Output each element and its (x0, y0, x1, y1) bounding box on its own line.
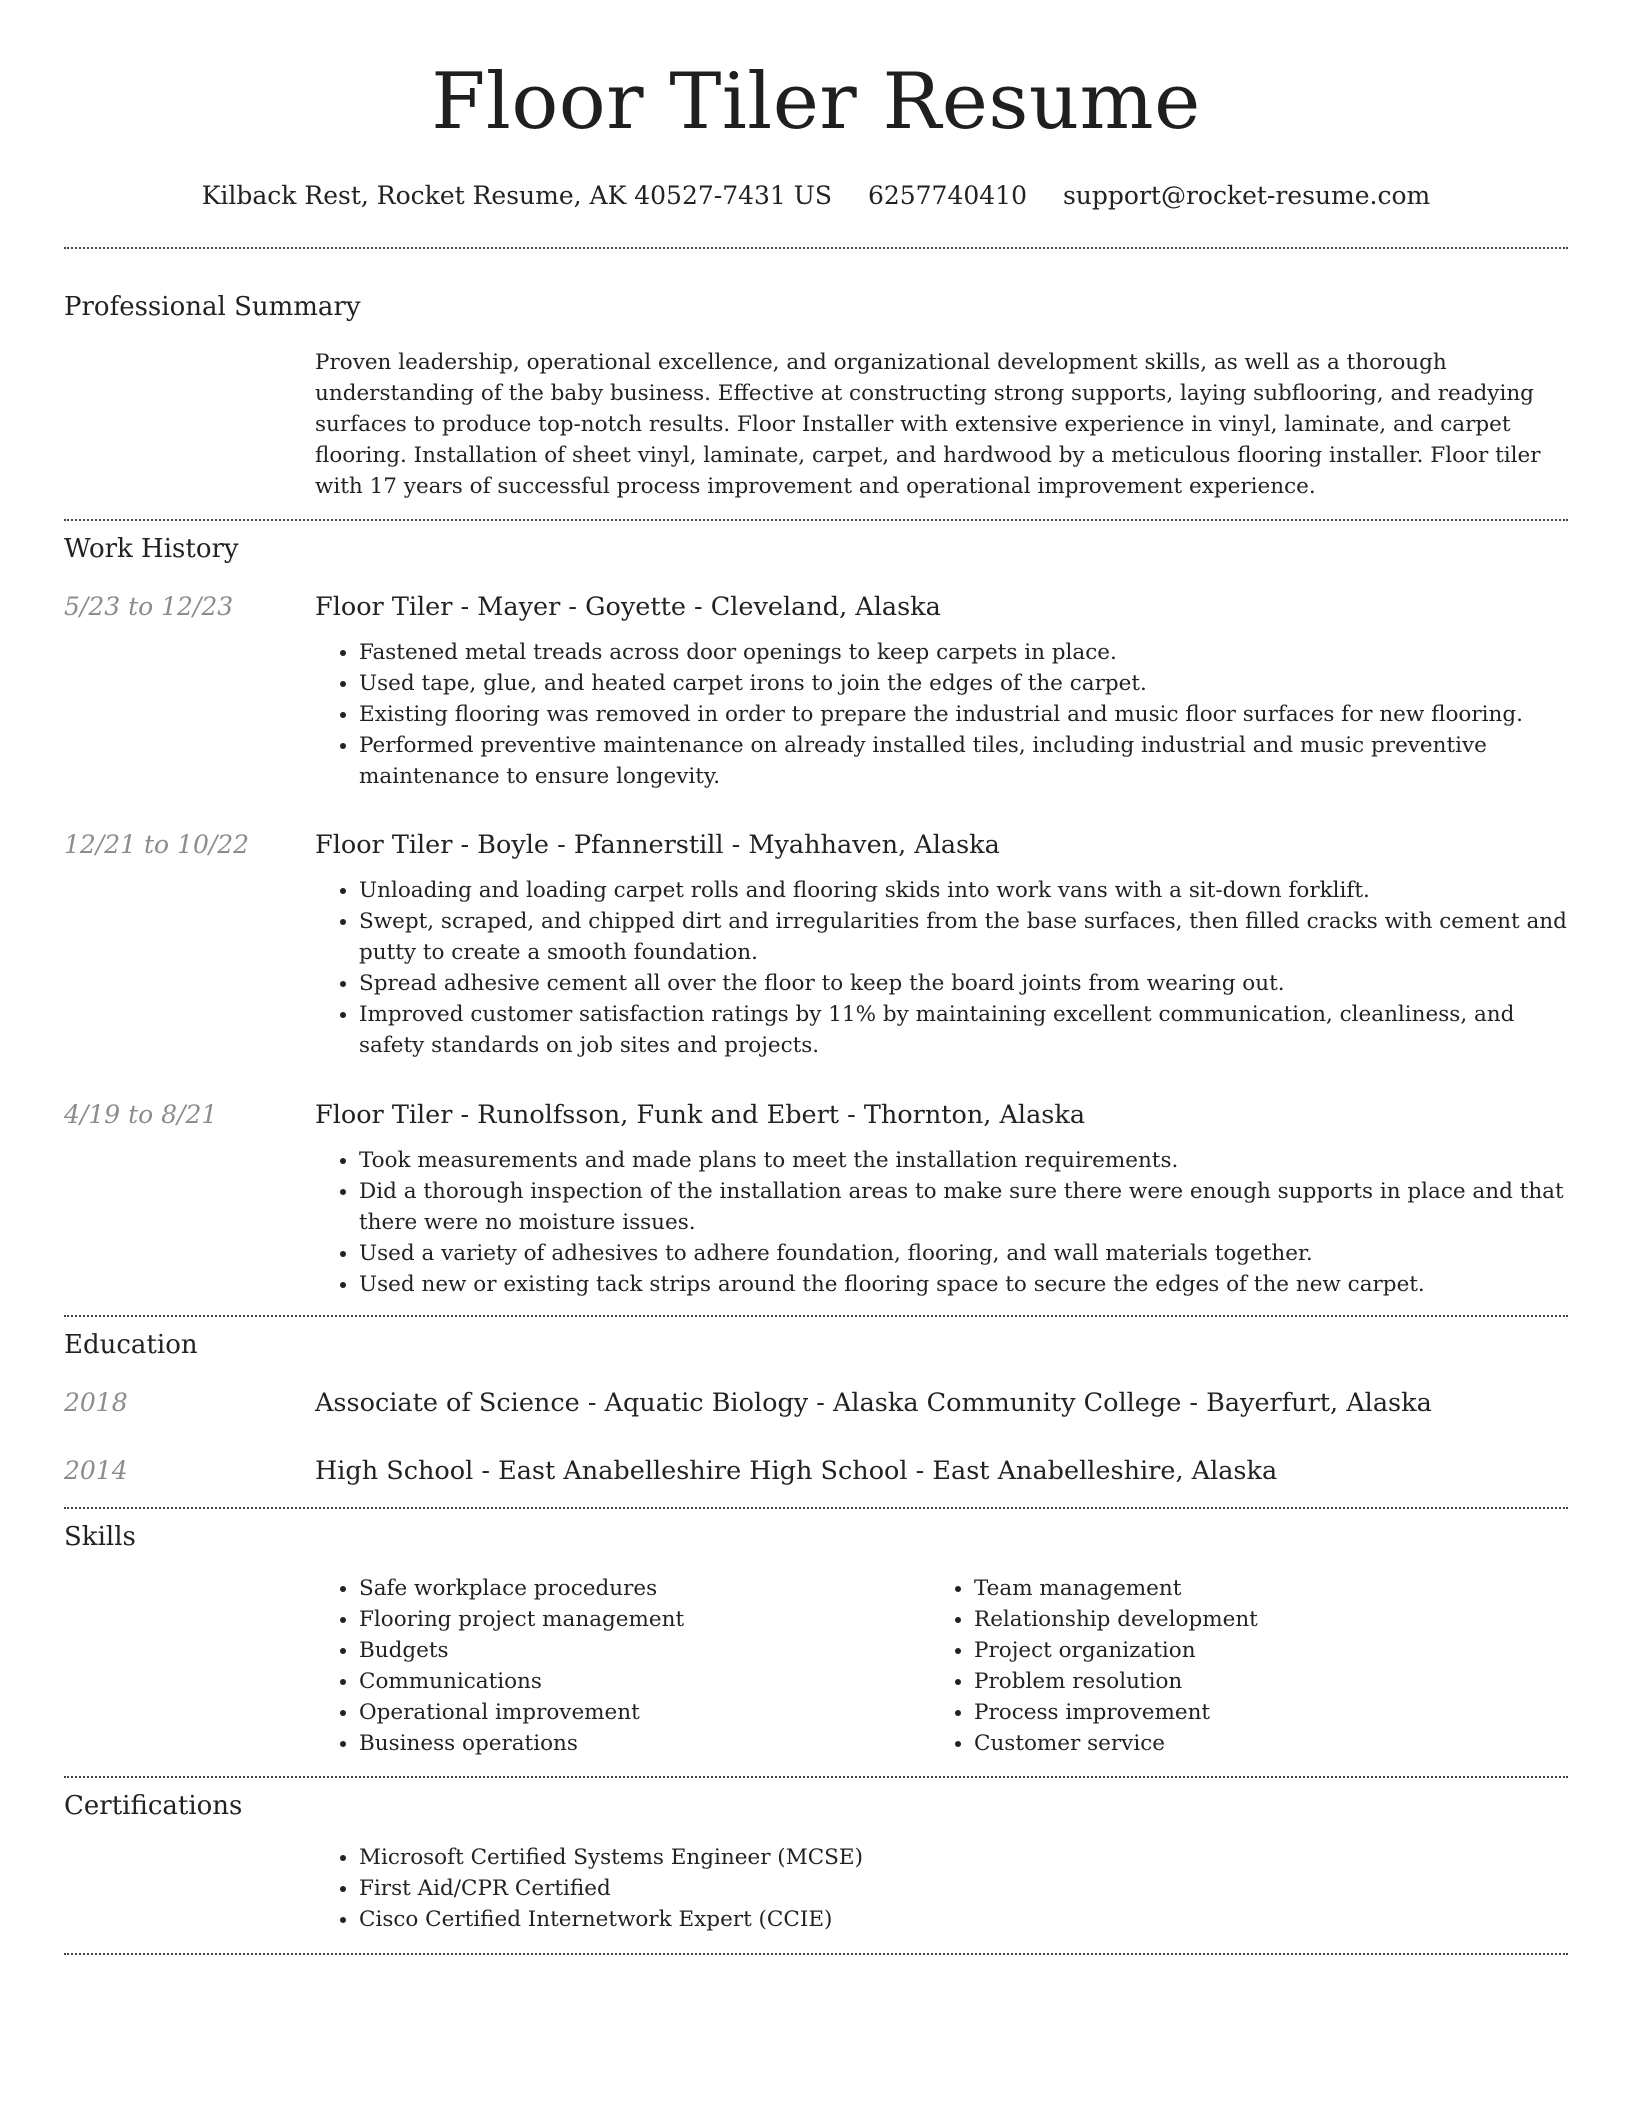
skills-list-left (315, 1573, 930, 1759)
skills-row (64, 1573, 1568, 1759)
list-item: • Improved customer satisfaction ratings by 11% by maintaining excellent communication, cleanliness, and safety standards on job sites and projects. (359, 999, 1568, 1061)
education-entry (64, 1453, 1568, 1489)
list-item: • Took measurements and made plans to meet the installation requirements. (359, 1145, 1568, 1176)
contact-line (64, 178, 1568, 214)
section-title-work: Work History (64, 534, 239, 564)
section-divider (64, 247, 1568, 249)
job-title: Floor Tiler - Mayer - Goyette - Cleveland, Alaska (315, 592, 941, 622)
skill-item: • Relationship development (974, 1604, 1545, 1635)
education-year: 2014 (64, 1456, 128, 1485)
section-title-skills: Skills (64, 1522, 136, 1552)
skill-item: • Project organization (974, 1635, 1545, 1666)
education-entry (64, 1385, 1568, 1421)
job-dates: 5/23 to 12/23 (64, 592, 234, 621)
certifications-list (315, 1842, 1568, 1935)
section-title-education: Education (64, 1330, 198, 1360)
list-item: • Performed preventive maintenance on already installed tiles, including industrial and music preventive maintenance to ensure longevity. (359, 730, 1568, 792)
list-item: • Did a thorough inspection of the installation areas to make sure there were enough supports in place and that there were no moisture issues. (359, 1176, 1568, 1238)
summary-text: Proven leadership, operational excellence, and organizational development skills, as well as a thorough understanding of the baby business. Effective at constructing strong supports, laying subflooring, and readying surfaces to produce top-notch results. Floor Installer with extensive experience in vinyl, laminate, and carpet flooring. Installation of sheet vinyl, laminate, carpet, and hardwood by a meticulous flooring installer. Floor tiler with 17 years of successful process improvement and operational improvement experience. (315, 350, 1541, 499)
job-entry (64, 827, 1568, 1061)
job-dates: 4/19 to 8/21 (64, 1100, 218, 1129)
job-entry (64, 1097, 1568, 1300)
section-divider (64, 1776, 1568, 1778)
certifications-row (64, 1842, 1568, 1935)
skill-item: • Budgets (359, 1635, 930, 1666)
job-title: Floor Tiler - Runolfsson, Funk and Ebert - Thornton, Alaska (315, 1100, 1086, 1130)
section-title-certifications: Certifications (64, 1791, 243, 1821)
education-year: 2018 (64, 1388, 128, 1417)
certification-item: • Cisco Certified Internetwork Expert (CCIE) (359, 1904, 1568, 1935)
summary-row (64, 347, 1568, 502)
section-divider (64, 1507, 1568, 1509)
list-item: • Used tape, glue, and heated carpet irons to join the edges of the carpet. (359, 668, 1568, 699)
skill-item: • Communications (359, 1666, 930, 1697)
job-bullets (315, 875, 1568, 1061)
job-bullets (315, 637, 1568, 792)
skill-item: • Safe workplace procedures (359, 1573, 930, 1604)
skill-item: • Business operations (359, 1728, 930, 1759)
skills-list-right (930, 1573, 1545, 1759)
section-divider (64, 1315, 1568, 1317)
resume-title: Floor Tiler Resume (431, 57, 1201, 147)
list-item: • Spread adhesive cement all over the floor to keep the board joints from wearing out. (359, 968, 1568, 999)
certification-item: • First Aid/CPR Certified (359, 1873, 1568, 1904)
list-item: • Existing flooring was removed in order to prepare the industrial and music floor surfaces for new flooring. (359, 699, 1568, 730)
contact-phone: 6257740410 (867, 181, 1027, 210)
list-item: • Used new or existing tack strips around the flooring space to secure the edges of the new carpet. (359, 1269, 1568, 1300)
contact-email: support@rocket-resume.com (1062, 181, 1431, 210)
skill-item: • Flooring project management (359, 1604, 930, 1635)
list-item: • Swept, scraped, and chipped dirt and irregularities from the base surfaces, then filled cracks with cement and putty to create a smooth foundation. (359, 906, 1568, 968)
skill-item: • Customer service (974, 1728, 1545, 1759)
list-item: • Used a variety of adhesives to adhere foundation, flooring, and wall materials together. (359, 1238, 1568, 1269)
section-title-summary: Professional Summary (64, 292, 361, 322)
contact-address: Kilback Rest, Rocket Resume, AK 40527-7431 US (201, 181, 832, 210)
job-title: Floor Tiler - Boyle - Pfannerstill - Myahhaven, Alaska (315, 830, 1000, 860)
list-item: • Fastened metal treads across door openings to keep carpets in place. (359, 637, 1568, 668)
education-title: High School - East Anabelleshire High School - East Anabelleshire, Alaska (315, 1456, 1278, 1486)
job-dates: 12/21 to 10/22 (64, 830, 250, 859)
job-entry (64, 589, 1568, 792)
education-title: Associate of Science - Aquatic Biology - Alaska Community College - Bayerfurt, Alaska (315, 1388, 1432, 1418)
skill-item: • Process improvement (974, 1697, 1545, 1728)
job-bullets (315, 1145, 1568, 1300)
skill-item: • Team management (974, 1573, 1545, 1604)
section-divider (64, 519, 1568, 521)
list-item: • Unloading and loading carpet rolls and flooring skids into work vans with a sit-down forklift. (359, 875, 1568, 906)
skill-item: • Problem resolution (974, 1666, 1545, 1697)
certification-item: • Microsoft Certified Systems Engineer (MCSE) (359, 1842, 1568, 1873)
skill-item: • Operational improvement (359, 1697, 930, 1728)
section-divider (64, 1953, 1568, 1955)
